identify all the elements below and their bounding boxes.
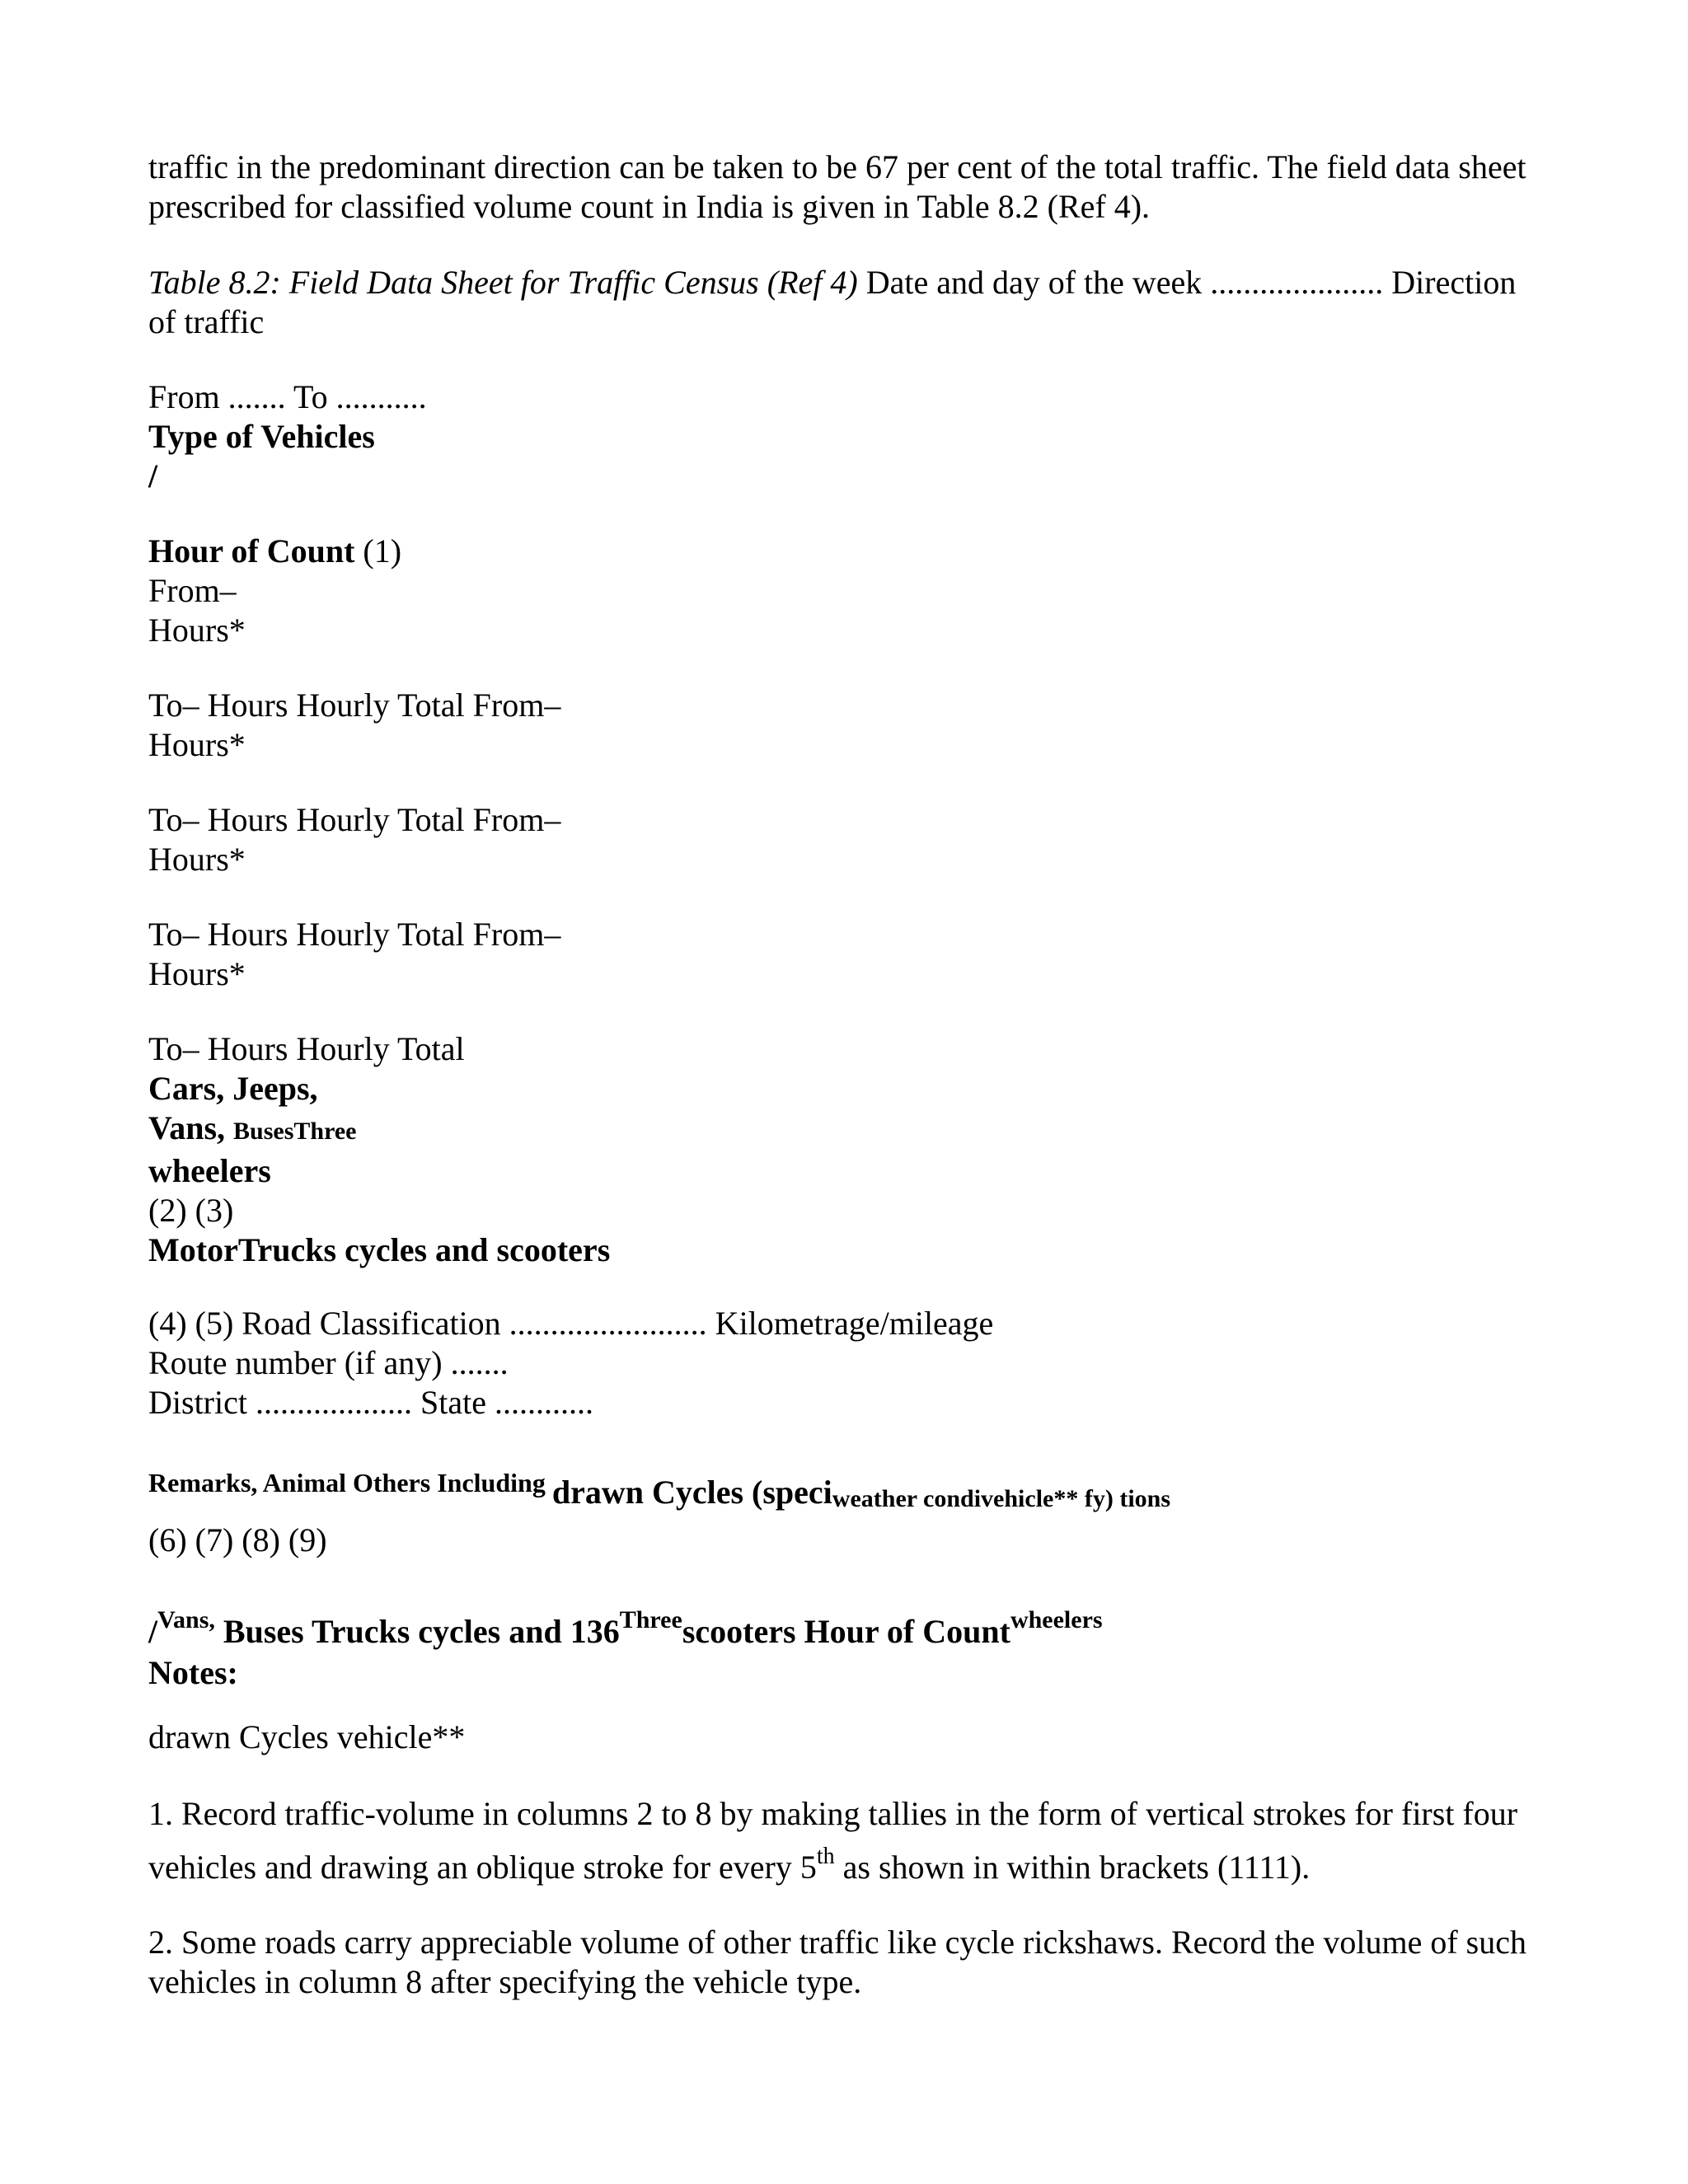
caption-line-2: of traffic: [148, 303, 265, 340]
jumbled-tail: scooters Hour of Count: [682, 1613, 1010, 1650]
buses-three-label: BusesThree: [233, 1118, 357, 1145]
header-block: [148, 377, 1550, 496]
hour-row-2-text: To– Hours Hourly Total From–: [148, 801, 561, 838]
note-2-line-2: vehicles in column 8 after specifying the vehicle type.: [148, 1963, 862, 2000]
from-to-line: From ....... To ...........: [148, 378, 427, 415]
columns-6-9-label: (6) (7) (8) (9): [148, 1521, 327, 1558]
hours-label-3: Hours*: [148, 841, 246, 878]
slash-mark: /: [148, 457, 158, 494]
hour-block: [148, 532, 1550, 650]
intro-line-1: traffic in the predominant direction can be taken to be 67 per cent of the total traffic. The field data sheet: [148, 148, 1526, 185]
columns-2-3-label: (2) (3): [148, 1192, 234, 1229]
district-state-line: District ................... State ............: [148, 1384, 593, 1421]
intro-paragraph: [148, 148, 1550, 227]
jumbled-wheelers: wheelers: [1010, 1606, 1103, 1633]
note-1-line-2: [148, 1834, 1550, 1891]
hour-of-count-line: [148, 532, 1550, 571]
notes-heading: Notes:: [148, 1654, 238, 1691]
note-2: [148, 1923, 1550, 2002]
note-1-line-1: 1. Record traffic-volume in columns 2 to 8 by making tallies in the form of vertical strokes for first four: [148, 1795, 1518, 1832]
note-1-line-2a: vehicles and drawing an oblique stroke for every 5: [148, 1849, 817, 1886]
intro-line-2: prescribed for classified volume count in India is given in Table 8.2 (Ref 4).: [148, 188, 1151, 225]
vans-label: Vans,: [148, 1109, 234, 1146]
vans-line: [148, 1108, 1550, 1151]
remarks-big-text: drawn Cycles (speci: [551, 1474, 832, 1511]
hour-row-4-text: To– Hours Hourly Total: [148, 1030, 465, 1067]
hour-row-3-text: To– Hours Hourly Total From–: [148, 916, 561, 953]
hours-label-1: Hours*: [148, 612, 246, 649]
note-2-line-1: 2. Some roads carry appreciable volume of other traffic like cycle rickshaws. Record the volume of such: [148, 1924, 1526, 1961]
caption-line-1: [148, 263, 1550, 302]
jumbled-three: Three: [619, 1606, 682, 1633]
hour-row-2: [148, 800, 1550, 879]
from-label: From–: [148, 572, 237, 609]
remarks-line: [148, 1461, 1550, 1521]
hour-row-1-text: To– Hours Hourly Total From–: [148, 687, 561, 724]
jumbled-slash: /: [148, 1613, 158, 1650]
route-number-line: Route number (if any) .......: [148, 1344, 509, 1381]
note-1-line-2b: as shown in within brackets (1111).: [834, 1849, 1311, 1886]
road-block: [148, 1304, 1550, 1422]
jumbled-line: [148, 1599, 1550, 1653]
hour-row-1: [148, 686, 1550, 765]
note-1-superscript: th: [816, 1844, 835, 1869]
column-1-label: (1): [354, 532, 402, 569]
note-1: [148, 1794, 1550, 1891]
remarks-small-text: Remarks, Animal Others Including: [148, 1468, 552, 1497]
motor-trucks-label: MotorTrucks cycles and scooters: [148, 1231, 611, 1268]
hour-of-count-heading: Hour of Count: [148, 532, 355, 569]
remarks-sub-text: weather condivehicle** fy) tions: [832, 1485, 1171, 1512]
road-classification-line: (4) (5) Road Classification ........................ Kilometrage/mileage: [148, 1305, 994, 1342]
cars-jeeps-label: Cars, Jeeps,: [148, 1070, 318, 1107]
caption-date-direction: Date and day of the week ..................... Direction: [857, 264, 1517, 301]
jumbled-mid: Buses Trucks cycles and 136: [214, 1613, 620, 1650]
drawn-cycles-line: drawn Cycles vehicle**: [148, 1718, 466, 1755]
jumbled-block: [148, 1599, 1550, 1693]
type-of-vehicles-heading: Type of Vehicles: [148, 418, 375, 455]
wheelers-label: wheelers: [148, 1152, 271, 1189]
vehicle-types-block: [148, 1029, 1550, 1270]
jumbled-vans: Vans,: [157, 1606, 215, 1633]
table-caption: [148, 263, 1550, 342]
hours-label-2: Hours*: [148, 726, 246, 763]
hours-label-4: Hours*: [148, 955, 246, 992]
remarks-block: [148, 1461, 1550, 1560]
table-title: Table 8.2: Field Data Sheet for Traffic Census (Ref 4): [148, 264, 858, 301]
hour-row-3: [148, 915, 1550, 994]
